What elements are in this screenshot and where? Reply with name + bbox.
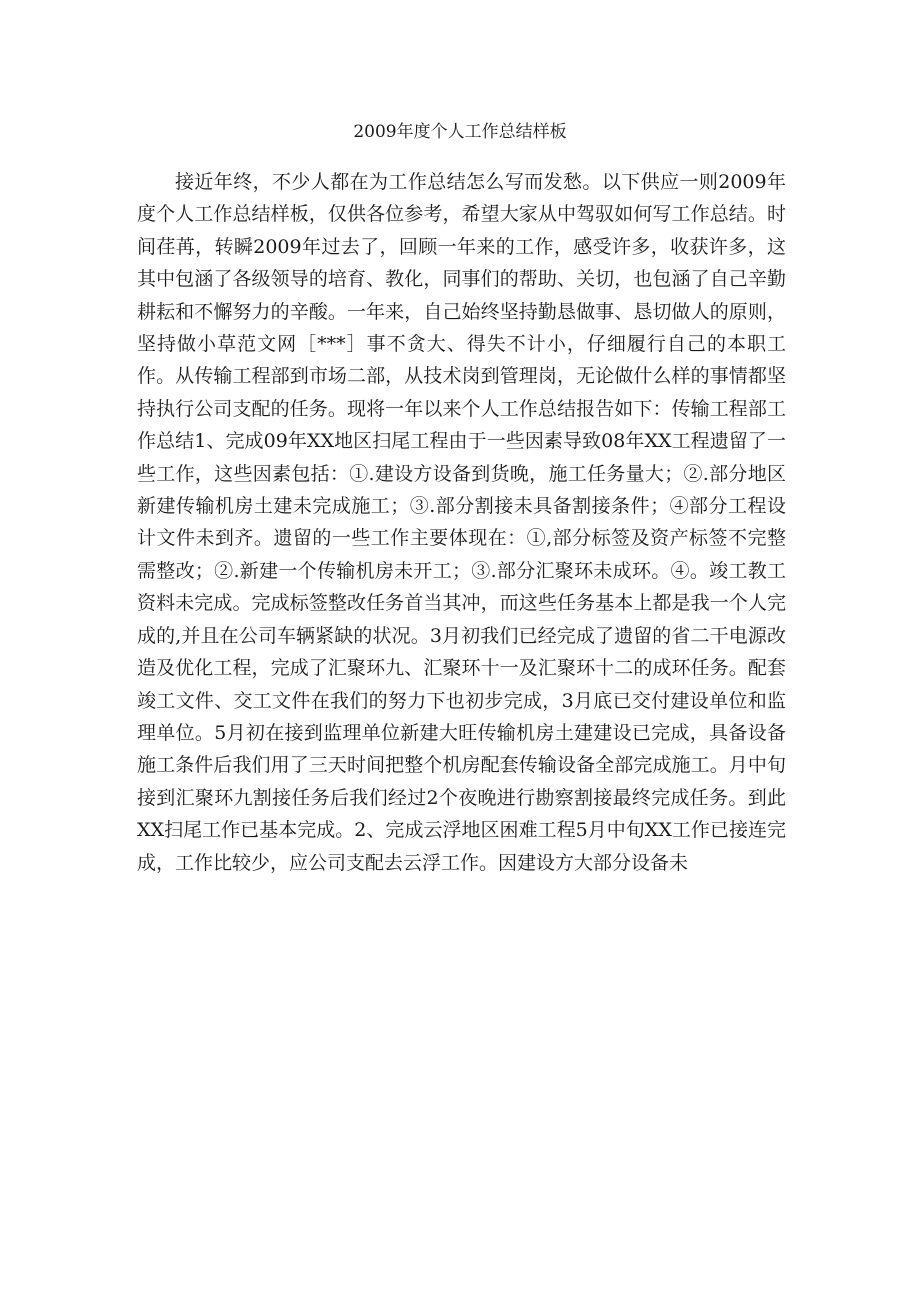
document-title: 2009年度个人工作总结样板: [353, 122, 567, 142]
body-paragraph: 接近年终，不少人都在为工作总结怎么写而发愁。以下供应一则2009年度个人工作总结样板，仅供各位参考，希望大家从中驾驭如何写工作总结。时间荏苒，转瞬2009年过去了，回顾一年来的工作，感受许多，收获许多，这其中包涵了各级领导的培育、教化，同事们的帮助、关切，也包涵了自己辛勤耕耘和不懈努力的辛酸。一年来，自己始终坚持勤恳做事、恳切做人的原则，坚持做小草范文网［***］事不贪大、得失不计小，仔细履行自己的本职工作。从传输工程部到市场二部，从技术岗到管理岗，无论做什么样的事情都坚持执行公司支配的任务。现将一年以来个人工作总结报告如下：传输工程部工作总结1、完成09年XX地区扫尾工程由于一些因素导致08年XX工程遗留了一些工作，这些因素包括：①.建设方设备到货晚，施工任务量大；②.部分地区新建传输机房土建未完成施工；③.部分割接未具备割接条件；④部分工程设计文件未到齐。遗留的一些工作主要体现在：①,部分标签及资产标签不完整需整改；②.新建一个传输机房未开工；③.部分汇聚环未成环。④。竣工教工资料未完成。完成标签整改任务首当其冲，而这些任务基本上都是我一个人完成的,并且在公司车辆紧缺的状况。3月初我们已经完成了遗留的省二干电源改造及优化工程，完成了汇聚环九、汇聚环十一及汇聚环十二的成环任务。配套竣工文件、交工文件在我们的努力下也初步完成，3月底已交付建设单位和监理单位。5月初在接到监理单位新建大旺传输机房土建建设已完成，具备设备施工条件后我们用了三天时间把整个机房配套传输设备全部完成施工。月中旬接到汇聚环九割接任务后我们经过2个夜晚进行勘察割接最终完成任务。到此XX扫尾工作已基本完成。2、完成云浮地区困难工程5月中旬XX工作已接连完成，工作比较少，应公司支配去云浮工作。因建设方大部分设备未: [137, 171, 786, 874]
